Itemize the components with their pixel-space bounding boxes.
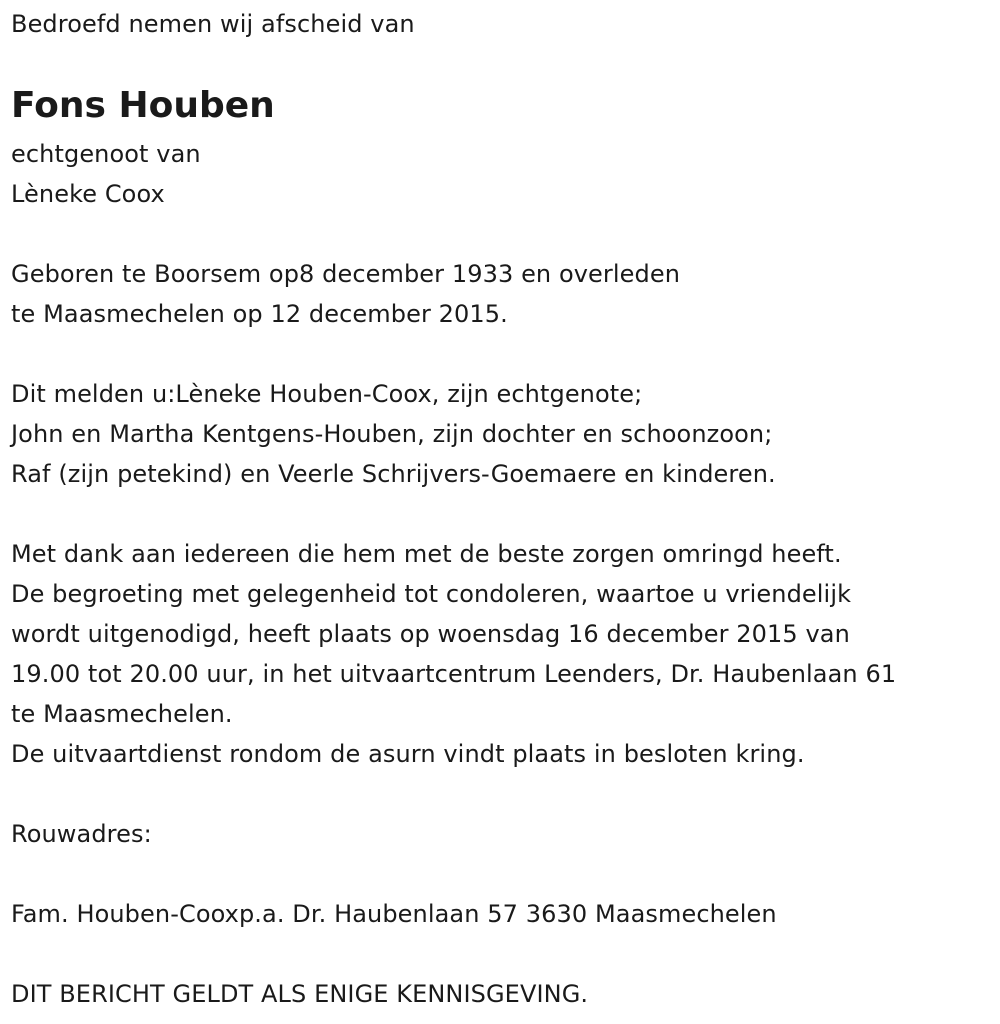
- birth-death-line-2: te Maasmechelen op 12 december 2015.: [11, 300, 508, 328]
- thanks-line-1: Met dank aan iedereen die hem met de beste zorgen omringd heeft.: [11, 540, 842, 568]
- announcers-line-2: John en Martha Kentgens-Houben, zijn dochter en schoonzoon;: [11, 420, 773, 448]
- intro-text: Bedroefd nemen wij afscheid van: [11, 10, 415, 38]
- visitation-line-4: te Maasmechelen.: [11, 700, 233, 728]
- mourning-address-label: Rouwadres:: [11, 820, 152, 848]
- visitation-line-3: 19.00 tot 20.00 uur, in het uitvaartcentrum Leenders, Dr. Haubenlaan 61: [11, 660, 897, 688]
- mourning-address: Fam. Houben-Cooxp.a. Dr. Haubenlaan 57 3630 Maasmechelen: [11, 900, 777, 928]
- visitation-line-2: wordt uitgenodigd, heeft plaats op woensdag 16 december 2015 van: [11, 620, 850, 648]
- spouse-name: Lèneke Coox: [11, 180, 165, 208]
- announcers-line-1: Dit melden u:Lèneke Houben-Coox, zijn echtgenote;: [11, 380, 643, 408]
- announcers-line-3: Raf (zijn petekind) en Veerle Schrijvers-Goemaere en kinderen.: [11, 460, 776, 488]
- birth-death-line-1: Geboren te Boorsem op8 december 1933 en overleden: [11, 260, 681, 288]
- funeral-service-line: De uitvaartdienst rondom de asurn vindt plaats in besloten kring.: [11, 740, 805, 768]
- relation-text: echtgenoot van: [11, 140, 201, 168]
- notice-text: DIT BERICHT GELDT ALS ENIGE KENNISGEVING.: [11, 980, 589, 1008]
- visitation-line-1: De begroeting met gelegenheid tot condoleren, waartoe u vriendelijk: [11, 580, 852, 608]
- deceased-name: Fons Houben: [11, 85, 275, 126]
